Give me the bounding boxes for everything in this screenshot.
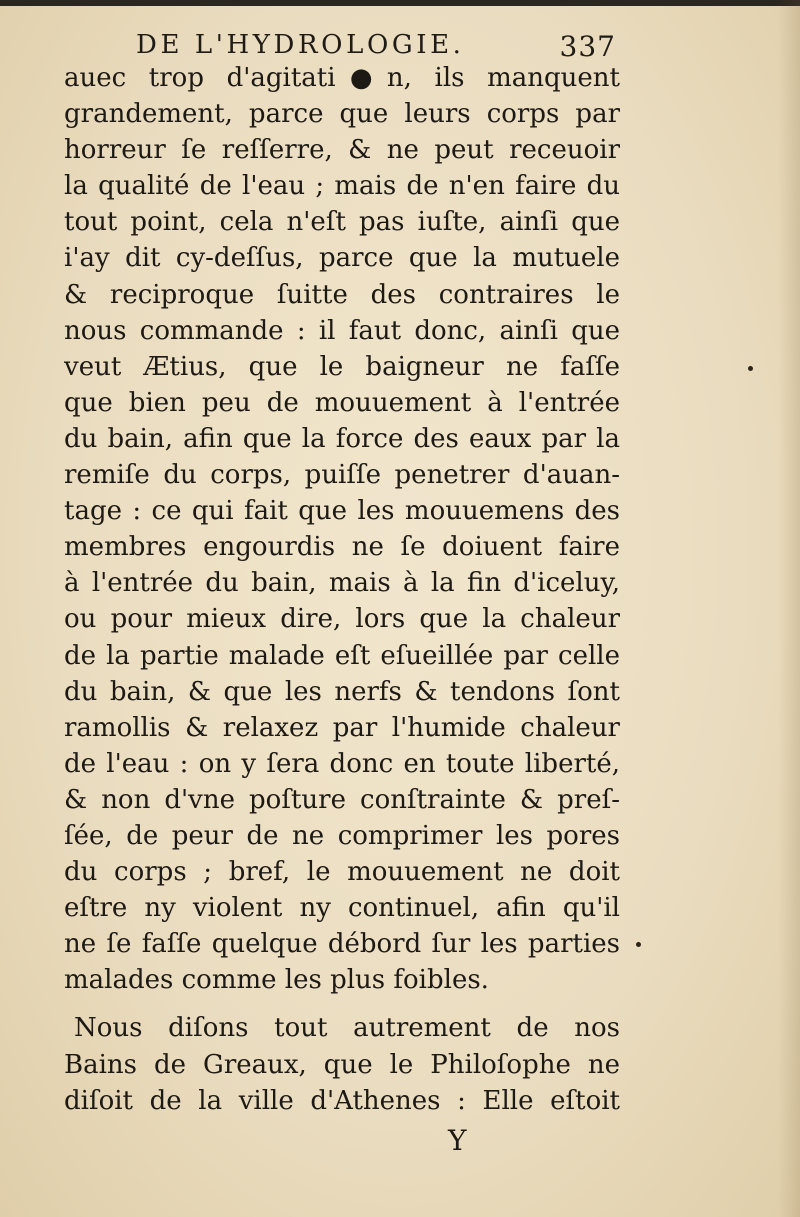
text-line: du bain, & que les nerfs & tendons ſont (64, 676, 620, 707)
text-line: eſtre ny violent ny continuel, afin qu'il (64, 893, 620, 924)
running-title: DE L'HYDROLOGIE. (136, 30, 465, 60)
text-line: que bien peu de mouuement à l'entrée (64, 387, 620, 418)
text-line: grandement, parce que leurs corps par (64, 99, 620, 130)
top-edge-shadow (0, 0, 800, 6)
text-line: de l'eau : on y ſera donc en toute liberté, (64, 748, 620, 779)
page-number: 337 (559, 30, 616, 63)
paragraph-first-line: Nous diſons tout autrement de nos (74, 1013, 620, 1044)
text-line: ou pour mieux dire, lors que la chaleur (64, 604, 620, 635)
text-line: i'ay dit cy-deſſus, parce que la mutuele (64, 243, 620, 274)
text-line: de la partie malade eſt eſueillée par celle (64, 640, 620, 671)
text-line: ſée, de peur de ne comprimer les pores (64, 820, 620, 851)
paragraph-end-line: malades comme les plus foibles. (64, 965, 489, 996)
text-line: à l'entrée du bain, mais à la fin d'iceluy, (64, 568, 620, 599)
text-line: ne ſe faſſe quelque débord ſur les parties (64, 929, 620, 960)
ink-speck (748, 366, 753, 371)
signature-mark: Y (448, 1124, 467, 1157)
text-line: horreur ſe reſſerre, & ne peut receuoir (64, 135, 620, 166)
text-line: ramollis & relaxez par l'humide chaleur (64, 712, 620, 743)
text-line: tout point, cela n'eſt pas iuſte, ainſi que (64, 207, 620, 238)
text-line: du bain, afin que la force des eaux par la (64, 423, 620, 454)
text-line: membres engourdis ne ſe doiuent faire (64, 532, 620, 563)
text-line: diſoit de la ville d'Athenes : Elle eſtoit (64, 1085, 620, 1116)
ink-speck (636, 942, 641, 947)
text-line: & non d'vne poſture conſtrainte & preſ- (64, 784, 620, 815)
text-line: veut Ætius, que le baigneur ne faſſe (64, 351, 620, 382)
text-line: auec trop d'agitati●n, ils manquent (64, 63, 620, 93)
text-line: remiſe du corps, puiſſe penetrer d'auan- (64, 460, 620, 491)
text-line: nous commande : il faut donc, ainſi que (64, 315, 620, 346)
text-line: tage : ce qui fait que les mouuemens des (64, 496, 620, 527)
paragraph-gap (64, 998, 620, 1010)
text-line: & reciproque ſuitte des contraires le (64, 279, 620, 310)
text-line: Bains de Greaux, que le Philoſophe ne (64, 1049, 620, 1080)
text-line: la qualité de l'eau ; mais de n'en faire du (64, 171, 620, 202)
page-gutter-shadow (778, 0, 800, 1217)
text-line: du corps ; bref, le mouuement ne doit (64, 857, 620, 888)
body-text (64, 60, 620, 1119)
